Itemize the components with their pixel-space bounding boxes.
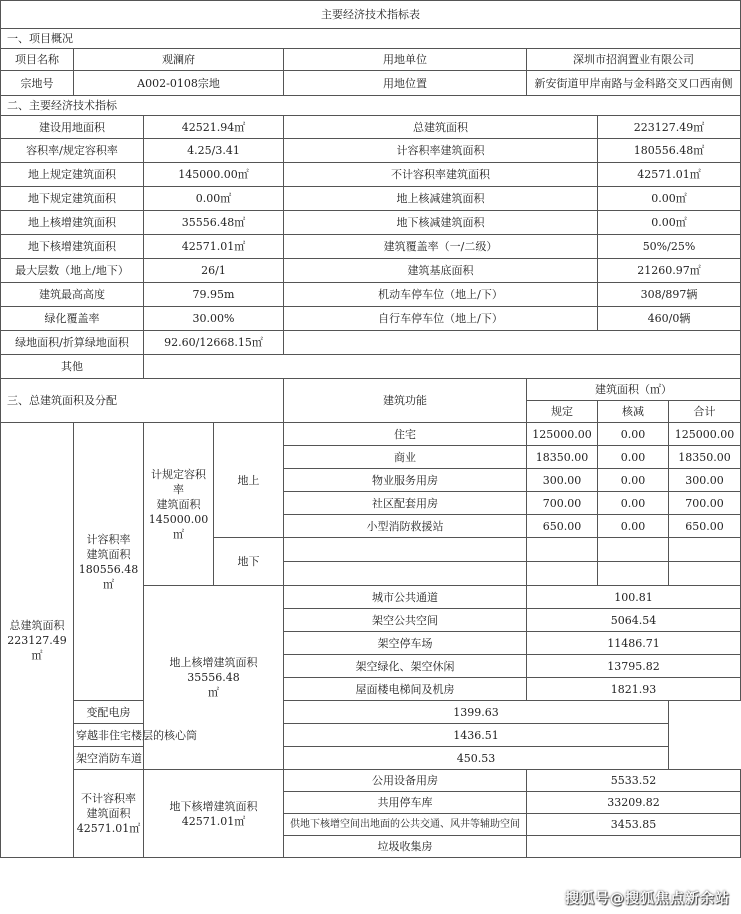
function-name: 屋面楼电梯间及机房	[284, 678, 527, 701]
indicator-value: 50%/25%	[598, 235, 741, 259]
function-name: 社区配套用房	[284, 492, 527, 515]
empty-cell	[669, 562, 741, 586]
function-name: 架空消防车道	[74, 747, 144, 770]
function-name: 架空绿化、架空休闲	[284, 655, 527, 678]
indicator-value: 21260.97㎡	[598, 259, 741, 283]
empty-cell	[598, 538, 669, 562]
empty-cell	[669, 538, 741, 562]
spec-value: 300.00	[527, 469, 598, 492]
deduct-value: 0.00	[598, 446, 669, 469]
indicator-label: 计容积率建筑面积	[284, 139, 598, 163]
empty-cell	[284, 562, 527, 586]
indicator-value: 0.00㎡	[598, 211, 741, 235]
indicator-value: 35556.48㎡	[144, 211, 284, 235]
indicator-label: 地上核减建筑面积	[284, 187, 598, 211]
function-name: 物业服务用房	[284, 469, 527, 492]
indicator-value: 42521.94㎡	[144, 116, 284, 139]
indicator-value: 223127.49㎡	[598, 116, 741, 139]
green-area-label: 绿地面积/折算绿地面积	[1, 331, 144, 355]
other-label: 其他	[1, 355, 144, 379]
empty-cell	[598, 562, 669, 586]
table-row	[1, 423, 741, 446]
indicator-value: 145000.00㎡	[144, 163, 284, 187]
table-row	[1, 283, 741, 307]
watermark: 搜狐号@搜狐焦点新余站	[565, 891, 730, 907]
table-row	[1, 701, 741, 724]
bonus-area-label: 地上核增建筑面积35556.48 ㎡	[144, 586, 284, 770]
indicator-value: 460/0辆	[598, 307, 741, 331]
spec-value: 125000.00	[527, 423, 598, 446]
table-row	[1, 116, 741, 139]
deduct-value: 0.00	[598, 492, 669, 515]
location-label: 用地位置	[284, 71, 527, 96]
deduct-value: 0.00	[598, 515, 669, 538]
table-title: 主要经济技术指标表	[1, 1, 741, 29]
sum-value: 650.00	[669, 515, 741, 538]
project-name-value: 观澜府	[74, 49, 284, 71]
indicator-label: 建筑基底面积	[284, 259, 598, 283]
land-unit-value: 深圳市招润置业有限公司	[527, 49, 741, 71]
function-name: 架空公共空间	[284, 609, 527, 632]
table-row	[1, 724, 741, 747]
function-name: 变配电房	[74, 701, 144, 724]
location-value: 新安街道甲岸南路与金科路交叉口西南侧	[527, 71, 741, 96]
area-value: 1436.51	[284, 724, 669, 747]
indicator-label: 地上规定建筑面积	[1, 163, 144, 187]
section2-heading: 二、主要经济技术指标	[1, 96, 741, 116]
indicator-label: 地上核增建筑面积	[1, 211, 144, 235]
section1-heading: 一、项目概况	[1, 29, 741, 49]
function-header: 建筑功能	[284, 379, 527, 423]
indicator-value: 42571.01㎡	[144, 235, 284, 259]
sum-value: 700.00	[669, 492, 741, 515]
sum-value: 300.00	[669, 469, 741, 492]
empty-cell	[284, 331, 741, 355]
deduct-header: 核减	[598, 401, 669, 423]
total-area-label: 总建筑面积 223127.49㎡	[1, 423, 74, 858]
function-name: 城市公共通道	[284, 586, 527, 609]
table-row	[1, 259, 741, 283]
sum-value: 18350.00	[669, 446, 741, 469]
sum-value: 125000.00	[669, 423, 741, 446]
indicator-value: 42571.01㎡	[598, 163, 741, 187]
table-row	[1, 139, 741, 163]
indicator-label: 建筑覆盖率（一/二级）	[284, 235, 598, 259]
fa-area-label: 计容积率 建筑面积 180556.48㎡	[74, 423, 144, 701]
indicator-value: 26/1	[144, 259, 284, 283]
table-row	[1, 187, 741, 211]
area-value: 5533.52	[527, 770, 741, 792]
area-value: 1821.93	[527, 678, 741, 701]
indicator-label: 总建筑面积	[284, 116, 598, 139]
empty-cell	[284, 538, 527, 562]
parcel-value: A002-0108宗地	[74, 71, 284, 96]
area-value: 450.53	[284, 747, 669, 770]
table-row	[1, 747, 741, 770]
spec-value: 18350.00	[527, 446, 598, 469]
spec-header: 规定	[527, 401, 598, 423]
function-name: 供地下核增空间出地面的公共交通、风井等辅助空间	[284, 814, 527, 836]
indicator-label: 地下规定建筑面积	[1, 187, 144, 211]
function-name: 住宅	[284, 423, 527, 446]
area-header: 建筑面积（㎡）	[527, 379, 741, 401]
function-name: 垃圾收集房	[284, 836, 527, 858]
land-unit-label: 用地单位	[284, 49, 527, 71]
indicator-label: 绿化覆盖率	[1, 307, 144, 331]
deduct-value: 0.00	[598, 423, 669, 446]
empty-cell	[527, 538, 598, 562]
indicator-value: 308/897辆	[598, 283, 741, 307]
area-value: 3453.85	[527, 814, 741, 836]
other-value	[144, 355, 741, 379]
area-value: 5064.54	[527, 609, 741, 632]
function-name: 商业	[284, 446, 527, 469]
spec-value: 650.00	[527, 515, 598, 538]
indicator-label: 自行车停车位（地上/下）	[284, 307, 598, 331]
spec-value: 700.00	[527, 492, 598, 515]
indicator-label: 容积率/规定容积率	[1, 139, 144, 163]
function-name: 共用停车库	[284, 792, 527, 814]
parcel-label: 宗地号	[1, 71, 74, 96]
indicator-label: 不计容积率建筑面积	[284, 163, 598, 187]
empty-cell	[527, 562, 598, 586]
indicator-label: 地下核减建筑面积	[284, 211, 598, 235]
indicator-value: 180556.48㎡	[598, 139, 741, 163]
indicator-label: 建设用地面积	[1, 116, 144, 139]
below-ground-label: 地下	[214, 538, 284, 586]
function-name: 公用设备用房	[284, 770, 527, 792]
green-area-value: 92.60/12668.15㎡	[144, 331, 284, 355]
function-name: 架空停车场	[284, 632, 527, 655]
indicator-value: 0.00㎡	[144, 187, 284, 211]
area-value: 1399.63	[284, 701, 669, 724]
function-name: 小型消防救援站	[284, 515, 527, 538]
indicator-label: 地下核增建筑面积	[1, 235, 144, 259]
indicator-label: 建筑最高高度	[1, 283, 144, 307]
area-value: 33209.82	[527, 792, 741, 814]
area-value	[527, 836, 741, 858]
deduct-value: 0.00	[598, 469, 669, 492]
under-area-label: 地下核增建筑面积42571.01㎡	[144, 770, 284, 858]
area-value: 11486.71	[527, 632, 741, 655]
table-row	[1, 211, 741, 235]
indicator-value: 0.00㎡	[598, 187, 741, 211]
table-row	[1, 163, 741, 187]
indicator-label: 最大层数（地上/地下）	[1, 259, 144, 283]
sum-header: 合计	[669, 401, 741, 423]
function-name: 穿越非住宅楼层的核心筒	[74, 724, 144, 747]
section3-heading: 三、总建筑面积及分配	[1, 379, 284, 423]
indicator-label: 机动车停车位（地上/下）	[284, 283, 598, 307]
area-value: 100.81	[527, 586, 741, 609]
indicator-value: 30.00%	[144, 307, 284, 331]
table-row	[1, 307, 741, 331]
indicator-value: 79.95m	[144, 283, 284, 307]
above-ground-label: 地上	[214, 423, 284, 538]
spec-area-label: 计规定容积率 建筑面积 145000.00 ㎡	[144, 423, 214, 586]
table-row	[1, 235, 741, 259]
nonfa-area-label: 不计容积率 建筑面积 42571.01㎡	[74, 770, 144, 858]
area-value: 13795.82	[527, 655, 741, 678]
project-name-label: 项目名称	[1, 49, 74, 71]
indicator-value: 4.25/3.41	[144, 139, 284, 163]
table-row	[1, 770, 741, 792]
